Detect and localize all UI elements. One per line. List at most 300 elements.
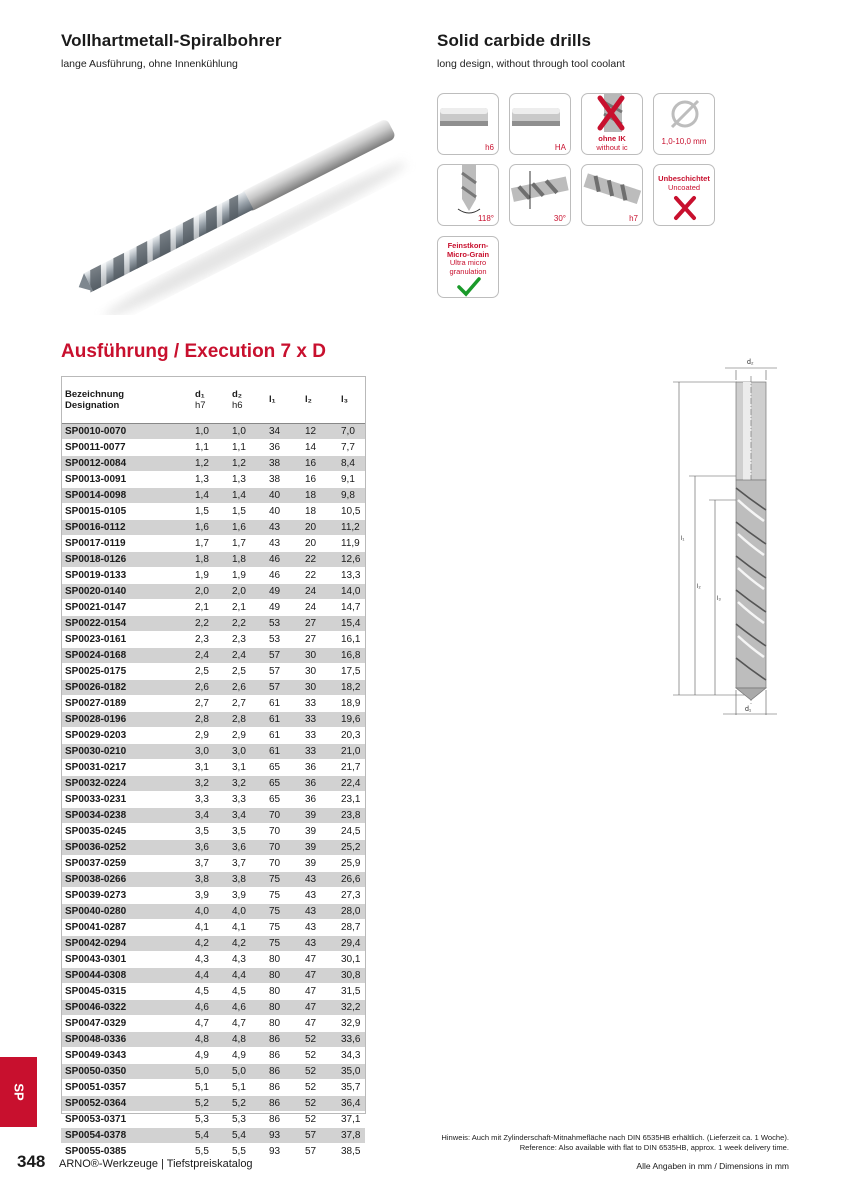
- cell-l2: 30: [301, 647, 337, 663]
- cell-d1: 4,3: [195, 953, 209, 965]
- cell-l2: 52: [305, 1049, 317, 1061]
- cell-d2: 4,2: [228, 935, 265, 951]
- cell-l3: 8,4: [337, 455, 365, 471]
- footer-note: [441, 1133, 789, 1152]
- cell-l1: 57: [265, 647, 301, 663]
- table-row: [61, 1095, 365, 1111]
- cell-l1: 49: [265, 583, 301, 599]
- cell-l2: 39: [301, 807, 337, 823]
- cell-l2: 43: [305, 889, 317, 901]
- cell-l1: 75: [269, 921, 281, 933]
- cell-d2: 2,4: [228, 647, 265, 663]
- cell-l3: 18,2: [337, 679, 365, 695]
- cell-designation: SP0054-0378: [61, 1127, 191, 1143]
- cell-d2: 4,6: [228, 999, 265, 1015]
- table-header-row: [61, 377, 365, 423]
- table-row: [61, 855, 365, 871]
- cell-d2: 2,7: [232, 697, 246, 709]
- cell-l2: 24: [305, 601, 317, 613]
- cell-d1: 3,7: [195, 857, 209, 869]
- cell-l1: 46: [269, 569, 281, 581]
- cell-l1: 65: [265, 775, 301, 791]
- micro-grain-tile: [437, 236, 499, 298]
- cell-designation: SP0032-0224: [61, 775, 191, 791]
- cell-l3: 14,7: [341, 601, 361, 613]
- cell-d2: 1,3: [232, 473, 246, 485]
- cell-d1: 3,5: [195, 825, 209, 837]
- cell-l1: 86: [269, 1113, 281, 1125]
- h7-label: h7: [629, 214, 638, 223]
- uncoated-de: Unbeschichtet: [658, 174, 710, 183]
- cell-designation: SP0023-0161: [65, 633, 127, 645]
- table-row: [61, 599, 365, 615]
- cell-l1: 80: [265, 999, 301, 1015]
- section-title: Ausführung / Execution 7 x D: [61, 341, 326, 362]
- diameter-range-label: 1,0-10,0 mm: [661, 137, 707, 146]
- cell-d2: 4,4: [228, 967, 265, 983]
- cell-l3: 11,9: [341, 537, 360, 549]
- cell-designation: SP0037-0259: [65, 857, 127, 869]
- table-row: [61, 999, 365, 1015]
- cell-l2: 52: [301, 1095, 337, 1111]
- cell-l1: 80: [265, 967, 301, 983]
- cell-d2: 3,7: [232, 857, 246, 869]
- cell-designation: SP0039-0273: [65, 889, 127, 901]
- cell-d1: 4,8: [191, 1031, 228, 1047]
- shank-ha-tile: [509, 93, 571, 155]
- cell-designation: SP0047-0329: [65, 1017, 127, 1029]
- cell-l3: 9,1: [341, 473, 355, 485]
- cell-l2: 12: [301, 423, 337, 439]
- cell-l2: 47: [301, 999, 337, 1015]
- table-row: [61, 871, 365, 887]
- cell-l2: 30: [301, 679, 337, 695]
- cell-l1: 61: [269, 729, 281, 741]
- cell-designation: SP0049-0343: [65, 1049, 127, 1061]
- cell-l3: 30,8: [337, 967, 365, 983]
- table-row: [61, 1127, 365, 1143]
- table-row: [61, 1063, 365, 1079]
- cell-l2: 33: [305, 697, 317, 709]
- cell-designation: SP0024-0168: [61, 647, 191, 663]
- no-coolant-tile: [581, 93, 643, 155]
- cell-designation: SP0036-0252: [61, 839, 191, 855]
- cell-d1: 1,5: [195, 505, 209, 517]
- cell-l2: 47: [305, 1017, 317, 1029]
- cell-d1: 5,4: [191, 1127, 228, 1143]
- cell-l2: 47: [305, 985, 317, 997]
- table-row: [61, 967, 365, 983]
- page-number: 348: [17, 1152, 46, 1171]
- cell-l2: 36: [301, 775, 337, 791]
- checkmark-icon: [457, 277, 481, 297]
- cell-d2: 2,2: [228, 615, 265, 631]
- table-row: [61, 919, 365, 935]
- cell-d2: 5,1: [232, 1081, 246, 1093]
- cell-designation: SP0042-0294: [61, 935, 191, 951]
- cell-designation: SP0014-0098: [61, 487, 191, 503]
- cell-l3: 25,9: [341, 857, 361, 869]
- l3-label: l₃: [717, 596, 721, 602]
- cell-l3: 9,8: [337, 487, 365, 503]
- cell-l1: 61: [265, 743, 301, 759]
- cell-d1: 5,2: [191, 1095, 228, 1111]
- cell-d1: 2,0: [191, 583, 228, 599]
- table-row: [61, 567, 365, 583]
- grain-de2: Micro-Grain: [446, 249, 490, 259]
- cell-d2: 1,1: [232, 441, 246, 453]
- cell-d2: 1,0: [228, 423, 265, 439]
- table-row: [61, 695, 365, 711]
- title-de: Vollhartmetall-Spiralbohrer: [61, 31, 282, 50]
- cell-d2: 1,5: [232, 505, 246, 517]
- table-row: [61, 1031, 365, 1047]
- cell-l2: 57: [305, 1145, 317, 1157]
- cell-d2: 1,8: [228, 551, 265, 567]
- cell-l1: 65: [269, 761, 281, 773]
- cell-d1: 2,3: [195, 633, 209, 645]
- cell-l2: 20: [305, 537, 317, 549]
- cell-d1: 2,2: [191, 615, 228, 631]
- cell-l3: 23,8: [337, 807, 365, 823]
- table-row: [61, 743, 365, 759]
- cell-designation: SP0055-0385: [65, 1145, 127, 1157]
- cell-l2: 52: [301, 1063, 337, 1079]
- cell-d1: 2,5: [195, 665, 209, 677]
- cell-l3: 17,5: [341, 665, 361, 677]
- cell-d1: 2,9: [195, 729, 209, 741]
- cell-l1: 75: [265, 903, 301, 919]
- cell-designation: SP0041-0287: [65, 921, 127, 933]
- cell-l3: 10,5: [341, 505, 361, 517]
- cell-d1: 2,4: [191, 647, 228, 663]
- cell-d2: 5,0: [228, 1063, 265, 1079]
- l1-label: l₁: [681, 536, 685, 542]
- cell-l1: 38: [265, 455, 301, 471]
- cell-l2: 52: [301, 1031, 337, 1047]
- cell-d1: 4,4: [191, 967, 228, 983]
- cell-d1: 5,5: [195, 1145, 209, 1157]
- col-designation: Bezeichnung Designation: [61, 377, 191, 423]
- cell-d2: 2,8: [228, 711, 265, 727]
- cell-l2: 33: [301, 711, 337, 727]
- table-row: [61, 727, 365, 743]
- cell-l3: 21,7: [341, 761, 361, 773]
- cell-d2: 4,7: [232, 1017, 246, 1029]
- cell-l1: 70: [269, 857, 281, 869]
- table-row: [61, 679, 365, 695]
- table-row: [61, 471, 365, 487]
- cell-l2: 22: [305, 569, 317, 581]
- cell-designation: SP0019-0133: [65, 569, 127, 581]
- cell-d1: 4,7: [195, 1017, 209, 1029]
- cell-l1: 86: [265, 1031, 301, 1047]
- cell-d1: 2,1: [195, 601, 209, 613]
- note-en: Reference: Also available with flat to DIN 6535HB, approx. 1 week delivery time.: [519, 1142, 789, 1152]
- note-de: Hinweis: Auch mit Zylinderschaft-Mitnahmefläche nach DIN 6535HB erhältlich. (Lieferzeit ca. 1 Woche).: [441, 1133, 789, 1142]
- table-row: [61, 1047, 365, 1063]
- point-angle-118-tile: [437, 164, 499, 226]
- no-coolant-icon: [582, 94, 643, 134]
- cell-d2: 3,8: [228, 871, 265, 887]
- point-angle-icon: [438, 165, 499, 215]
- cell-d2: 4,8: [228, 1031, 265, 1047]
- drill-technical-drawing: [665, 350, 785, 725]
- cell-designation: SP0053-0371: [65, 1113, 127, 1125]
- cell-d1: 5,3: [195, 1113, 209, 1125]
- cell-designation: SP0022-0154: [61, 615, 191, 631]
- cell-l3: 7,7: [341, 441, 355, 453]
- cell-d1: 1,6: [191, 519, 228, 535]
- table-row: [61, 583, 365, 599]
- tolerance-h7-tile: [581, 164, 643, 226]
- section-tab-sp: SP: [0, 1057, 37, 1127]
- cell-designation: SP0013-0091: [65, 473, 127, 485]
- table-row: [61, 775, 365, 791]
- cell-l3: 26,6: [337, 871, 365, 887]
- cell-l3: 18,9: [341, 697, 361, 709]
- table-row: [61, 903, 365, 919]
- col-d1: d₁ h7: [191, 377, 228, 423]
- cell-l2: 43: [301, 935, 337, 951]
- cell-l2: 24: [301, 583, 337, 599]
- cell-designation: SP0050-0350: [61, 1063, 191, 1079]
- cell-d1: 4,5: [195, 985, 209, 997]
- cell-l2: 18: [305, 505, 317, 517]
- cell-l1: 53: [269, 633, 281, 645]
- cell-l3: 32,9: [341, 1017, 361, 1029]
- title-en: Solid carbide drills: [437, 31, 592, 50]
- cell-d2: 5,3: [232, 1113, 246, 1125]
- cell-d1: 3,1: [195, 761, 209, 773]
- cell-d1: 3,0: [191, 743, 228, 759]
- table-row: [61, 423, 365, 439]
- grain-de1: Feinstkorn-: [447, 241, 489, 250]
- cell-d2: 1,2: [228, 455, 265, 471]
- angle-30-label: 30°: [553, 214, 566, 223]
- cell-d2: 4,3: [232, 953, 246, 965]
- cell-designation: SP0028-0196: [61, 711, 191, 727]
- cell-d1: 3,6: [191, 839, 228, 855]
- col-l1: l₁: [265, 377, 301, 423]
- cell-l2: 39: [301, 839, 337, 855]
- cell-l1: 57: [269, 665, 281, 677]
- cell-designation: SP0046-0322: [61, 999, 191, 1015]
- cell-l3: 37,1: [341, 1113, 361, 1125]
- cell-l3: 28,0: [337, 903, 365, 919]
- cell-d2: 3,5: [232, 825, 246, 837]
- cell-designation: SP0034-0238: [61, 807, 191, 823]
- cell-d2: 4,9: [232, 1049, 246, 1061]
- cell-l2: 14: [305, 441, 317, 453]
- cell-d2: 3,4: [228, 807, 265, 823]
- cell-l2: 16: [305, 473, 317, 485]
- cell-l1: 43: [269, 537, 281, 549]
- table-row: [61, 791, 365, 807]
- cell-d2: 2,0: [228, 583, 265, 599]
- cell-l3: 36,4: [337, 1095, 365, 1111]
- cell-designation: SP0027-0189: [65, 697, 127, 709]
- cell-l2: 30: [305, 665, 317, 677]
- cell-l3: 21,0: [337, 743, 365, 759]
- cell-l1: 75: [265, 871, 301, 887]
- cell-d1: 1,8: [191, 551, 228, 567]
- cell-d2: 5,5: [232, 1145, 246, 1157]
- cell-l2: 36: [305, 761, 317, 773]
- ha-label: HA: [554, 143, 566, 152]
- drill-body-icon: [582, 165, 643, 215]
- cell-designation: SP0040-0280: [61, 903, 191, 919]
- cell-d1: 4,1: [195, 921, 209, 933]
- cell-designation: SP0017-0119: [65, 537, 126, 549]
- cell-d1: 2,8: [191, 711, 228, 727]
- cell-l2: 43: [301, 871, 337, 887]
- cell-l1: 53: [265, 615, 301, 631]
- diameter-icon: [654, 94, 715, 134]
- table-row: [61, 1111, 365, 1127]
- cell-l3: 34,3: [341, 1049, 361, 1061]
- cell-l3: 30,1: [341, 953, 361, 965]
- cell-d1: 1,9: [195, 569, 209, 581]
- drill-product-image: [55, 85, 425, 315]
- cell-l1: 86: [265, 1095, 301, 1111]
- cell-d2: 3,2: [228, 775, 265, 791]
- cell-d1: 3,4: [191, 807, 228, 823]
- table-row: [61, 759, 365, 775]
- cell-designation: SP0043-0301: [65, 953, 127, 965]
- cell-l3: 16,1: [341, 633, 361, 645]
- table-row: [61, 439, 365, 455]
- drill-spec-table: [61, 377, 365, 1160]
- shank-ha-icon: [510, 94, 571, 142]
- cell-d2: 3,3: [232, 793, 246, 805]
- cell-l1: 38: [269, 473, 281, 485]
- cell-l1: 40: [265, 487, 301, 503]
- cell-d2: 2,6: [228, 679, 265, 695]
- table-row: [61, 631, 365, 647]
- cell-l3: 14,0: [337, 583, 365, 599]
- cell-l3: 31,5: [341, 985, 361, 997]
- cell-d2: 3,9: [232, 889, 246, 901]
- cell-l3: 19,6: [337, 711, 365, 727]
- cell-d2: 5,4: [228, 1127, 265, 1143]
- col-d2: d₂ h6: [228, 377, 265, 423]
- cell-l1: 75: [265, 935, 301, 951]
- table-row: [61, 615, 365, 631]
- cell-l1: 80: [269, 1017, 281, 1029]
- cell-l1: 43: [265, 519, 301, 535]
- helix-angle-icon: [510, 165, 571, 215]
- cell-l2: 39: [305, 825, 317, 837]
- cell-d2: 3,0: [228, 743, 265, 759]
- cell-l2: 27: [305, 633, 317, 645]
- cell-l1: 34: [265, 423, 301, 439]
- cell-l1: 70: [269, 825, 281, 837]
- cell-l1: 86: [269, 1081, 281, 1093]
- uncoated-en: Uncoated: [667, 182, 701, 192]
- cell-l2: 47: [305, 953, 317, 965]
- helix-angle-30-tile: [509, 164, 571, 226]
- cell-l2: 22: [301, 551, 337, 567]
- table-row: [61, 647, 365, 663]
- table-row: [61, 1079, 365, 1095]
- cell-l3: 29,4: [337, 935, 365, 951]
- table-row: [61, 519, 365, 535]
- table-row: [61, 1015, 365, 1031]
- no-ic-de: ohne IK: [598, 134, 626, 143]
- table-row: [61, 839, 365, 855]
- cell-designation: SP0030-0210: [61, 743, 191, 759]
- table-row: [61, 663, 365, 679]
- cell-l3: 16,8: [337, 647, 365, 663]
- cell-designation: SP0051-0357: [65, 1081, 127, 1093]
- cell-l1: 93: [265, 1127, 301, 1143]
- table-row: [61, 487, 365, 503]
- cell-d1: 3,8: [191, 871, 228, 887]
- cell-d2: 2,9: [232, 729, 246, 741]
- cell-d1: 3,3: [195, 793, 209, 805]
- cell-l1: 80: [269, 953, 281, 965]
- d2-label: d₂: [747, 359, 754, 366]
- cell-designation: SP0011-0077: [65, 441, 126, 453]
- cell-d1: 1,7: [195, 537, 209, 549]
- cell-l3: 37,8: [337, 1127, 365, 1143]
- cell-l2: 57: [301, 1127, 337, 1143]
- cell-d2: 4,0: [228, 903, 265, 919]
- cell-l1: 86: [265, 1063, 301, 1079]
- cell-l1: 40: [269, 505, 281, 517]
- diameter-range-tile: [653, 93, 715, 155]
- catalog-name: ARNO®-Werkzeuge | Tiefstpreiskatalog: [59, 1158, 253, 1170]
- cell-l1: 65: [269, 793, 281, 805]
- cell-l2: 33: [301, 743, 337, 759]
- cell-d2: 2,5: [232, 665, 246, 677]
- table-row: [61, 823, 365, 839]
- cell-d2: 5,2: [228, 1095, 265, 1111]
- cell-l3: 33,6: [337, 1031, 365, 1047]
- cell-designation: SP0031-0217: [65, 761, 127, 773]
- cell-designation: SP0020-0140: [61, 583, 191, 599]
- cell-l3: 28,7: [341, 921, 361, 933]
- cell-designation: SP0048-0336: [61, 1031, 191, 1047]
- grain-en2: granulation: [449, 266, 487, 276]
- cell-l3: 35,7: [341, 1081, 361, 1093]
- cell-l2: 43: [301, 903, 337, 919]
- cell-l1: 61: [265, 711, 301, 727]
- cell-l2: 16: [301, 455, 337, 471]
- cross-icon: [673, 195, 697, 221]
- col-l3: l₃: [337, 377, 365, 423]
- cell-l3: 15,4: [337, 615, 365, 631]
- cell-d1: 1,3: [195, 473, 209, 485]
- grain-en1: Ultra micro: [449, 258, 487, 267]
- cell-designation: SP0052-0364: [61, 1095, 191, 1111]
- cell-d1: 5,0: [191, 1063, 228, 1079]
- cell-designation: SP0018-0126: [61, 551, 191, 567]
- table-row: [61, 935, 365, 951]
- cell-l1: 70: [265, 839, 301, 855]
- cell-d1: 4,0: [191, 903, 228, 919]
- cell-l2: 52: [305, 1081, 317, 1093]
- cell-d2: 1,4: [228, 487, 265, 503]
- cell-l2: 36: [305, 793, 317, 805]
- cell-l2: 47: [301, 967, 337, 983]
- cell-designation: SP0035-0245: [65, 825, 127, 837]
- cell-l3: 7,0: [337, 423, 365, 439]
- uncoated-tile: [653, 164, 715, 226]
- table-row: [61, 711, 365, 727]
- d1-label: d₁: [745, 706, 752, 713]
